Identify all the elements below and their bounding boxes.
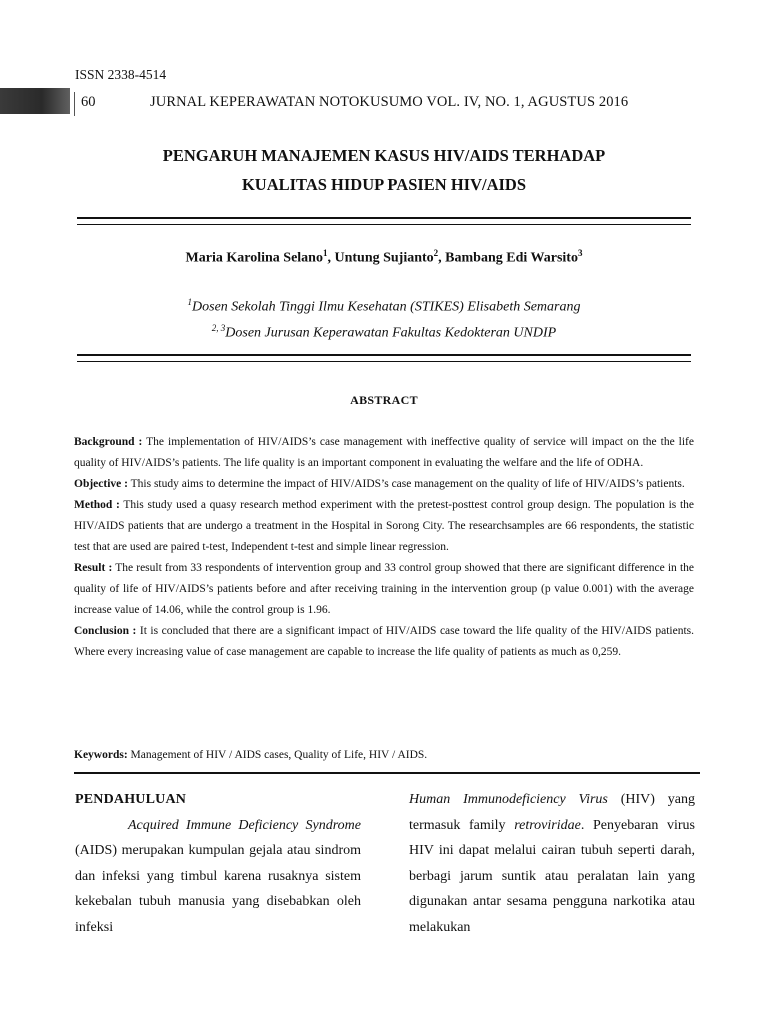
author-separator: , bbox=[327, 250, 335, 266]
conclusion-text: It is concluded that there are a significant impact of HIV/AIDS case toward the life quality of the HIV/AIDS patients. Where every increasing value of case management are capable to increase the life quality of patients as much as 0,259. bbox=[74, 625, 694, 658]
header-accent-bar bbox=[0, 88, 70, 114]
author-3-mark: 3 bbox=[577, 248, 583, 258]
abstract-method bbox=[74, 495, 694, 558]
author-2: Untung Sujianto bbox=[334, 250, 434, 266]
abstract-objective bbox=[74, 474, 694, 495]
authors bbox=[0, 248, 768, 267]
double-rule-top bbox=[77, 217, 691, 225]
author-separator: , bbox=[438, 250, 446, 266]
double-rule-bottom bbox=[77, 354, 691, 362]
method-text: This study used a quasy research method experiment with the pretest-posttest control group design. The population is the HIV/AIDS patients that are undergo a treatment in the Hospital in Sorong City. The researchsamples are 66 respondents, the statistic test that are used are paired t-test, Independent t-test and simple linear regression. bbox=[74, 499, 694, 553]
body-column-left bbox=[75, 787, 361, 940]
objective-label: Objective : bbox=[74, 478, 128, 490]
background-text: The implementation of HIV/AIDS’s case management with ineffective quality of service will impact on the the life quality of HIV/AIDS’s patients. The life quality is an important component in evaluating the welfare and the life of ODHA. bbox=[74, 436, 694, 469]
abstract-result bbox=[74, 558, 694, 621]
issn: ISSN 2338-4514 bbox=[75, 67, 167, 82]
affiliation-2-text: Dosen Jurusan Keperawatan Fakultas Kedokteran UNDIP bbox=[225, 325, 557, 341]
title-line-1: PENGARUH MANAJEMEN KASUS HIV/AIDS TERHADAP bbox=[162, 146, 606, 165]
abstract-conclusion bbox=[74, 621, 694, 663]
conclusion-label: Conclusion : bbox=[74, 625, 137, 637]
objective-text: This study aims to determine the impact of HIV/AIDS’s case management on the quality of life of HIV/AIDS’s patients. bbox=[127, 478, 685, 490]
body-paragraph-right bbox=[409, 787, 695, 940]
abstract-body bbox=[74, 432, 694, 663]
affiliation-1 bbox=[0, 297, 768, 316]
affiliation-2 bbox=[0, 323, 768, 342]
header-divider bbox=[74, 92, 75, 116]
affiliation-1-text: Dosen Sekolah Tinggi Ilmu Kesehatan (STIKES) Elisabeth Semarang bbox=[192, 299, 581, 315]
hiv-term: Human Immunodeficiency Virus bbox=[409, 792, 608, 807]
author-1: Maria Karolina Selano bbox=[185, 250, 323, 266]
section-rule bbox=[74, 772, 700, 774]
body-column-right bbox=[409, 787, 695, 940]
aids-term: Acquired Immune Deficiency Syndrome bbox=[128, 817, 361, 833]
abstract-background bbox=[74, 432, 694, 474]
title-line-2: KUALITAS HIDUP PASIEN HIV/AIDS bbox=[241, 175, 527, 194]
right-text-1: (HIV) yang termasuk family bbox=[409, 792, 695, 833]
retroviridae-term: retroviridae bbox=[514, 817, 581, 833]
affiliation-2-mark: 2, 3 bbox=[211, 323, 226, 333]
keywords-text: Management of HIV / AIDS cases, Quality of Life, HIV / AIDS. bbox=[127, 749, 428, 761]
body-paragraph-left bbox=[75, 813, 361, 941]
author-2-mark: 2 bbox=[433, 248, 439, 258]
author-3: Bambang Edi Warsito bbox=[445, 250, 578, 266]
result-label: Result : bbox=[74, 562, 113, 574]
background-label: Background : bbox=[74, 436, 143, 448]
right-text-2: . Penyebaran virus HIV ini dapat melalui cairan tubuh seperti darah, berbagi jarum suntik atau peralatan lain yang digunakan antar sesama pengguna narkotika atau melakukan bbox=[409, 817, 695, 935]
keywords bbox=[74, 749, 427, 761]
affiliation-1-mark: 1 bbox=[187, 297, 193, 307]
page-number: 60 bbox=[81, 94, 96, 110]
abstract-heading: ABSTRACT bbox=[350, 393, 418, 407]
method-label: Method : bbox=[74, 499, 120, 511]
section-heading: PENDAHULUAN bbox=[75, 792, 187, 807]
journal-header: JURNAL KEPERAWATAN NOTOKUSUMO VOL. IV, NO. 1, AGUSTUS 2016 bbox=[150, 94, 629, 110]
result-text: The result from 33 respondents of intervention group and 33 control group showed that there are significant difference in the quality of life of HIV/AIDS’s patients before and after receiving training in the intervention group (p value 0.001) with the average increase value of 14.06, while the control group is 1.96. bbox=[74, 562, 694, 616]
keywords-label: Keywords: bbox=[74, 749, 128, 761]
author-1-mark: 1 bbox=[322, 248, 328, 258]
left-text: (AIDS) merupakan kumpulan gejala atau sindrom dan infeksi yang timbul karena rusaknya sistem kekebalan tubuh manusia yang disebabkan oleh infeksi bbox=[75, 843, 361, 935]
